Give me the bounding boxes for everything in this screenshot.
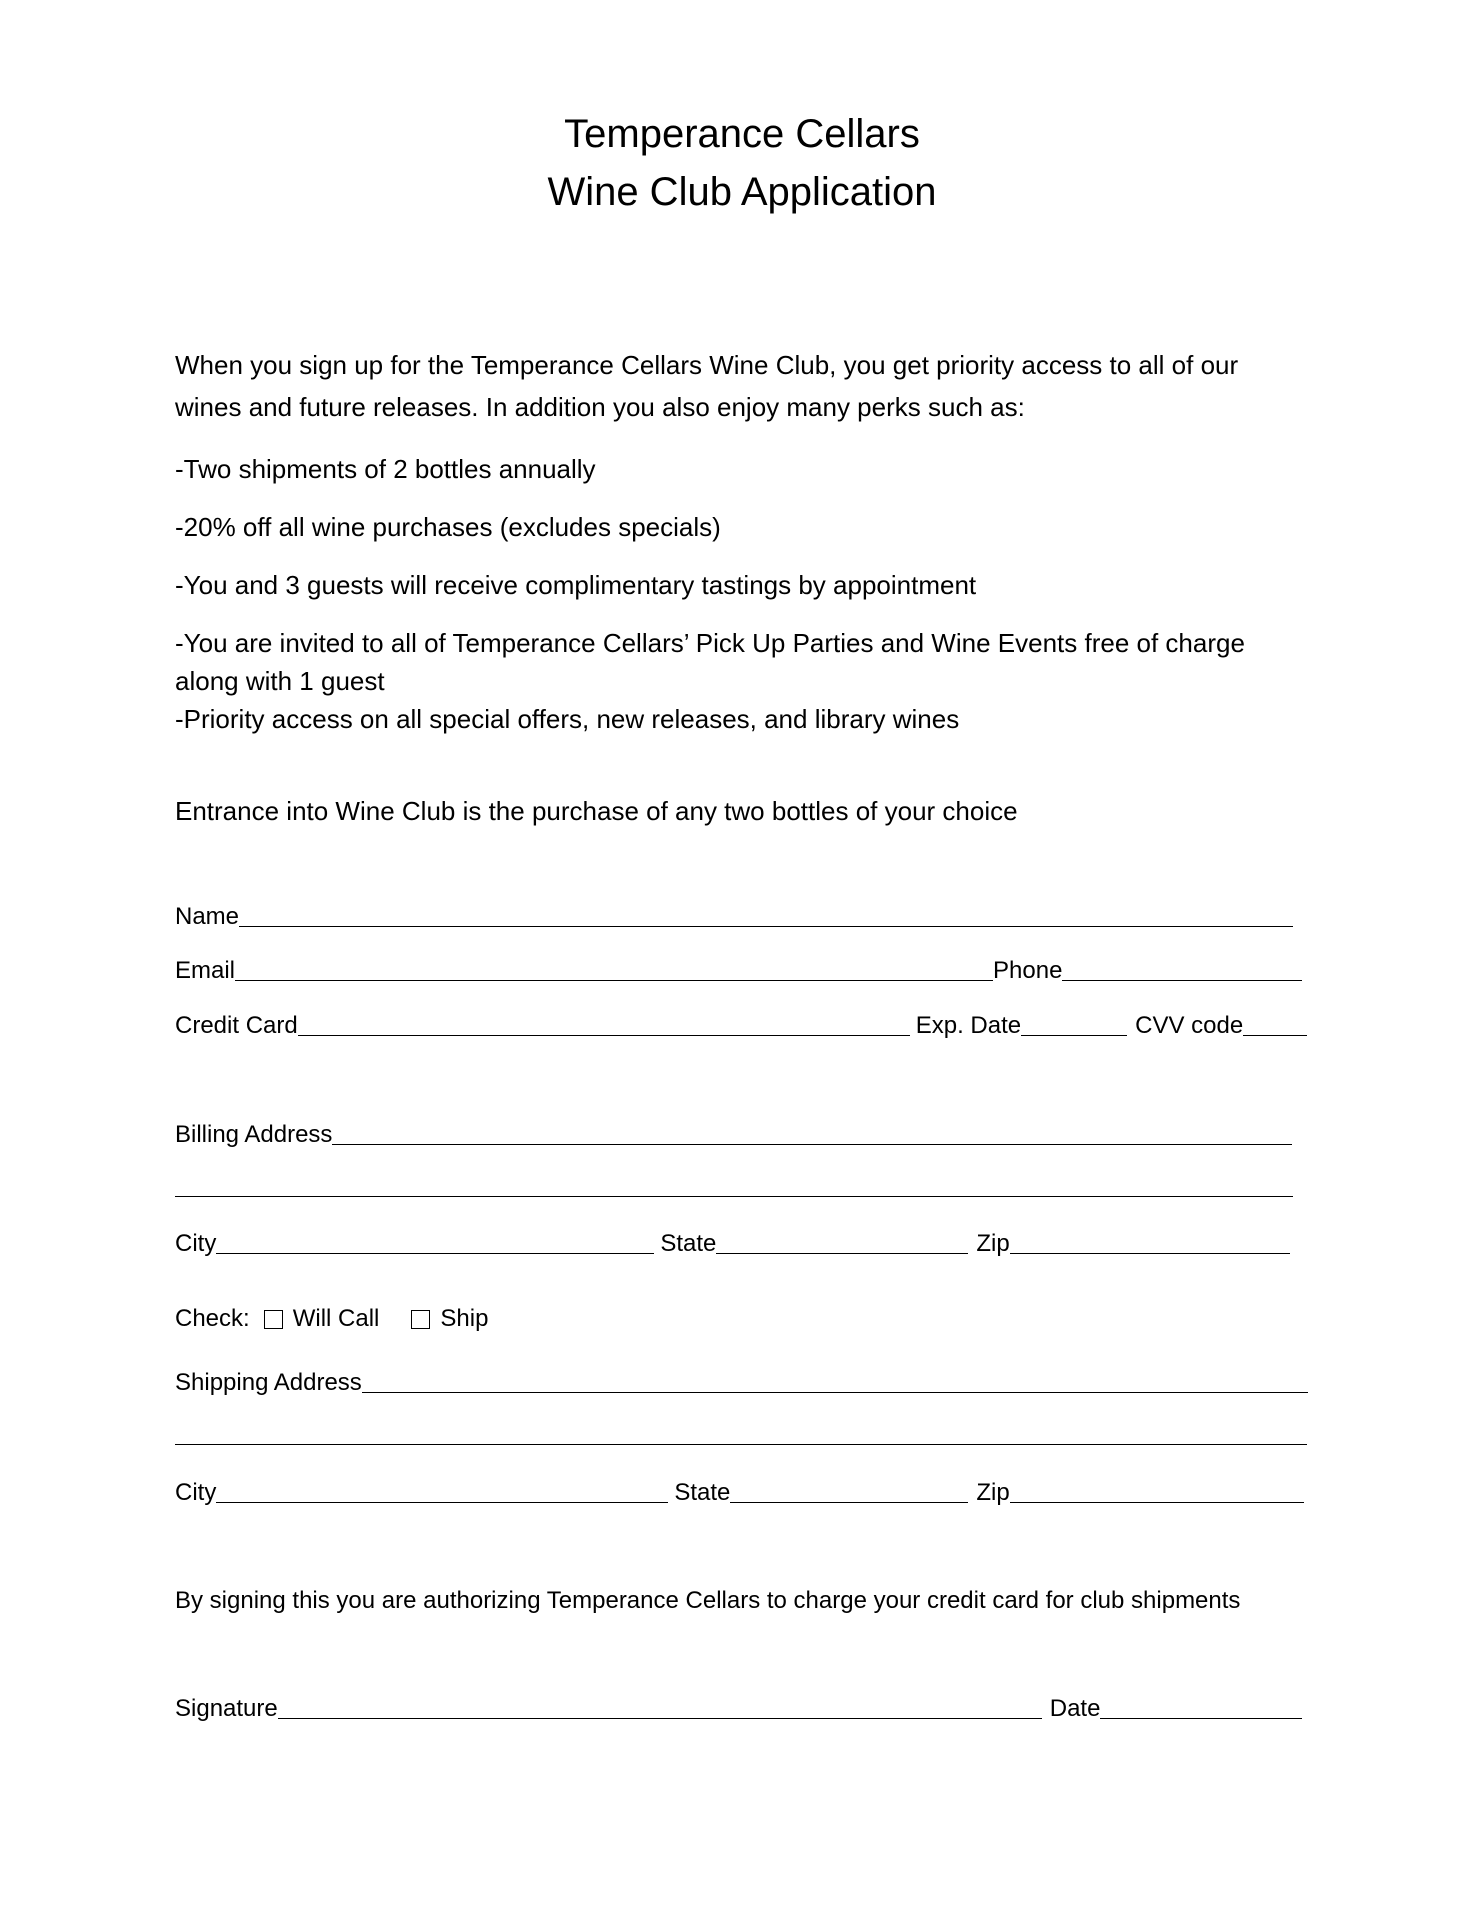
shipping-city-line[interactable] — [216, 1478, 668, 1503]
exp-date-line[interactable] — [1021, 1011, 1127, 1036]
perk-item: -20% off all wine purchases (excludes specials) — [175, 512, 721, 542]
shipping-address-row — [175, 1366, 1308, 1400]
shipping-zip-line[interactable] — [1010, 1478, 1304, 1503]
email-phone-row — [175, 954, 1302, 988]
shipping-address-line[interactable] — [362, 1368, 1308, 1393]
phone-line[interactable] — [1062, 956, 1302, 981]
billing-address-label: Billing Address — [175, 1121, 333, 1148]
will-call-label: Will Call — [292, 1305, 380, 1332]
exp-date-label: Exp. Date — [915, 1012, 1022, 1039]
ship-checkbox[interactable] — [411, 1310, 430, 1329]
entrance-note: Entrance into Wine Club is the purchase of any two bottles of your choice — [175, 796, 1018, 826]
signature-date-line[interactable] — [1100, 1694, 1302, 1719]
state-label: State — [660, 1230, 717, 1257]
cvv-line[interactable] — [1243, 1011, 1307, 1036]
city-label: City — [175, 1230, 217, 1257]
name-row — [175, 900, 1293, 934]
perk-item: -Priority access on all special offers, new releases, and library wines — [175, 704, 960, 734]
ship-label: Ship — [440, 1305, 489, 1332]
state-label: State — [674, 1479, 731, 1506]
delivery-check-row — [175, 1302, 488, 1336]
credit-card-line[interactable] — [298, 1011, 910, 1036]
intro-line-2: wines and future releases. In addition you also enjoy many perks such as: — [175, 392, 1025, 422]
shipping-address-row-2 — [175, 1420, 1307, 1452]
name-line[interactable] — [239, 902, 1293, 927]
shipping-city-row — [175, 1476, 1304, 1510]
check-label: Check: — [175, 1305, 250, 1332]
cvv-label: CVV code — [1135, 1012, 1244, 1039]
billing-zip-line[interactable] — [1010, 1229, 1290, 1254]
will-call-checkbox[interactable] — [264, 1310, 283, 1329]
zip-label: Zip — [976, 1479, 1010, 1506]
perk-item: -Two shipments of 2 bottles annually — [175, 454, 596, 484]
phone-label: Phone — [993, 957, 1063, 984]
signature-row — [175, 1692, 1302, 1726]
perk-item: -You and 3 guests will receive complimentary tastings by appointment — [175, 570, 977, 600]
signature-date-label: Date — [1049, 1695, 1101, 1722]
billing-state-line[interactable] — [716, 1229, 968, 1254]
credit-card-row — [175, 1009, 1307, 1043]
shipping-address-line-2[interactable] — [175, 1420, 1307, 1445]
intro-line-1: When you sign up for the Temperance Cellars Wine Club, you get priority access to all of our — [175, 350, 1239, 380]
perk-item: -You are invited to all of Temperance Cellars’ Pick Up Parties and Wine Events free of charge — [175, 628, 1245, 658]
city-label: City — [175, 1479, 217, 1506]
billing-address-row-2 — [175, 1172, 1293, 1204]
signature-label: Signature — [175, 1695, 278, 1722]
shipping-state-line[interactable] — [730, 1478, 968, 1503]
billing-address-row — [175, 1118, 1292, 1152]
email-label: Email — [175, 957, 236, 984]
shipping-address-label: Shipping Address — [175, 1369, 362, 1396]
name-label: Name — [175, 903, 240, 930]
authorization-note: By signing this you are authorizing Temperance Cellars to charge your credit card for club shipments — [175, 1587, 1241, 1614]
billing-address-line-2[interactable] — [175, 1172, 1293, 1197]
credit-card-label: Credit Card — [175, 1012, 298, 1039]
form-title: Wine Club Application — [547, 170, 937, 214]
billing-city-line[interactable] — [216, 1229, 654, 1254]
billing-city-row — [175, 1227, 1290, 1261]
email-line[interactable] — [235, 956, 993, 981]
signature-line[interactable] — [278, 1694, 1042, 1719]
perk-item: along with 1 guest — [175, 666, 385, 696]
company-title: Temperance Cellars — [564, 112, 920, 156]
billing-address-line[interactable] — [332, 1120, 1292, 1145]
zip-label: Zip — [976, 1230, 1010, 1257]
